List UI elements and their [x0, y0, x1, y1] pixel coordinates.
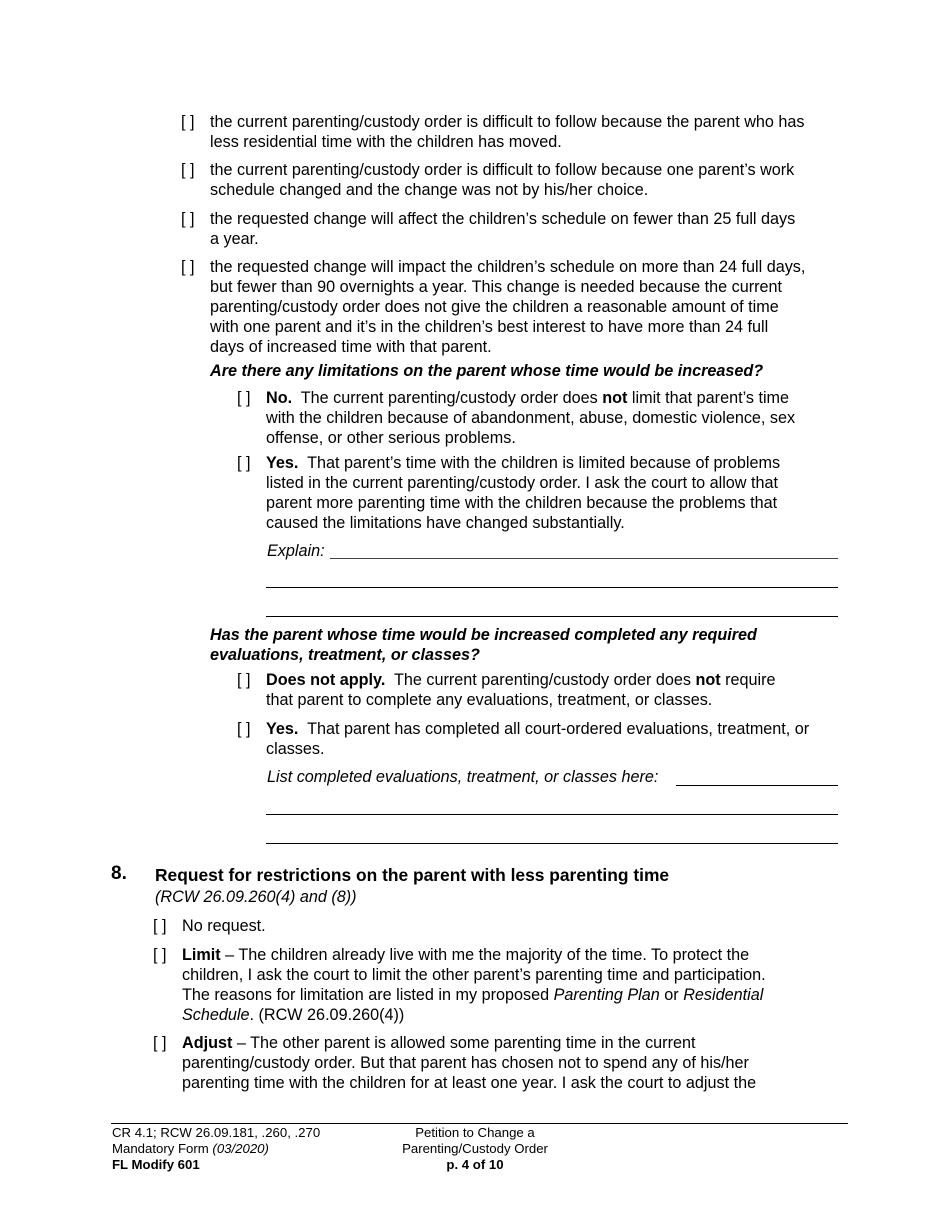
option-text-line: children, I ask the court to limit the other parent’s parenting time and participation. [182, 966, 766, 984]
checkbox-work-schedule[interactable]: [ ] [181, 161, 195, 179]
option-text: The reasons for limitation are listed in my proposed [182, 986, 550, 1004]
option-label-no: No. [266, 389, 293, 407]
item-text-line: the current parenting/custody order is difficult to follow because the parent who has [210, 113, 805, 131]
checkbox-limitations-yes[interactable]: [ ] [237, 454, 251, 472]
option-text-line [182, 945, 749, 965]
option-text: limit that parent’s time [631, 389, 790, 407]
option-text-line: listed in the current parenting/custody order. I ask the court to allow that [266, 474, 778, 492]
evaluations-question-line: Has the parent whose time would be increased completed any required [210, 626, 757, 644]
option-text: That parent’s time with the children is limited because of problems [307, 454, 781, 472]
checkbox-fewer-than-25[interactable]: [ ] [181, 210, 195, 228]
item-text-line: but fewer than 90 overnights a year. This change is needed because the current [210, 278, 783, 296]
footer-doc-title: Petition to Change a [415, 1125, 535, 1140]
explain-input-line-2[interactable] [266, 587, 838, 588]
evaluations-question-line: evaluations, treatment, or classes? [210, 646, 480, 664]
checkbox-no-request[interactable]: [ ] [153, 917, 167, 935]
option-text-line: with the children because of abandonment, abuse, domestic violence, sex [266, 409, 796, 427]
item-text-line: the requested change will impact the children’s schedule on more than 24 full days, [210, 258, 806, 276]
option-text: The current parenting/custody order does [394, 671, 691, 689]
item-text-line: the requested change will affect the children’s schedule on fewer than 25 full days [210, 210, 796, 228]
option-text: . (RCW 26.09.260(4)) [249, 1006, 405, 1024]
form-title-parenting-plan: Parenting Plan [553, 986, 660, 1004]
section-title: Request for restrictions on the parent with less parenting time [155, 865, 670, 885]
checkbox-evaluations-yes[interactable]: [ ] [237, 720, 251, 738]
item-text-line: parenting/custody order does not give the children a reasonable amount of time [210, 298, 779, 316]
list-input-line-2[interactable] [266, 814, 838, 815]
option-text-line [266, 388, 789, 408]
list-input-line-1[interactable] [676, 785, 838, 786]
option-text-line: parenting time with the children for at least one year. I ask the court to adjust the [182, 1074, 757, 1092]
list-input-line-3[interactable] [266, 843, 838, 844]
explain-input-line-3[interactable] [266, 616, 838, 617]
option-label-yes: Yes. [266, 454, 299, 472]
footer-rcw: CR 4.1; RCW 26.09.181, .260, .270 [112, 1125, 321, 1140]
footer-text: Mandatory Form [112, 1141, 209, 1156]
form-title-schedule: Schedule [182, 1006, 250, 1024]
footer-mandatory-form [112, 1141, 269, 1157]
option-text-line [266, 670, 776, 690]
explain-label: Explain: [267, 542, 325, 560]
footer-doc-title: Parenting/Custody Order [402, 1141, 548, 1156]
option-text-line: caused the limitations have changed substantially. [266, 514, 625, 532]
item-text-line: the current parenting/custody order is difficult to follow because one parent’s work [210, 161, 795, 179]
option-text: That parent has completed all court-ordered evaluations, treatment, or [307, 720, 810, 738]
option-text-line: that parent to complete any evaluations, treatment, or classes. [266, 691, 713, 709]
list-completed-label: List completed evaluations, treatment, or classes here: [267, 768, 659, 786]
checkbox-does-not-apply[interactable]: [ ] [237, 671, 251, 689]
option-text-line [182, 1005, 404, 1025]
checkbox-limit[interactable]: [ ] [153, 946, 167, 964]
option-text-line [266, 719, 809, 739]
item-text-line: schedule changed and the change was not by his/her choice. [210, 181, 649, 199]
checkbox-adjust[interactable]: [ ] [153, 1034, 167, 1052]
option-text: or [664, 986, 679, 1004]
option-text-line: offense, or other serious problems. [266, 429, 516, 447]
explain-input-line-1[interactable] [330, 558, 838, 559]
option-label-adjust: Adjust [182, 1034, 233, 1052]
option-text-line: parenting/custody order. But that parent has chosen not to spend any of his/her [182, 1054, 749, 1072]
option-label-does-not-apply: Does not apply. [266, 671, 386, 689]
item-text-line: with one parent and it’s in the children’s best interest to have more than 24 full [210, 318, 769, 336]
section-citation: (RCW 26.09.260(4) and (8)) [155, 888, 357, 906]
section-number: 8. [111, 863, 127, 884]
form-title-residential: Residential [683, 986, 764, 1004]
option-text-line: No request. [182, 917, 266, 935]
option-text: require [725, 671, 776, 689]
limitations-question: Are there any limitations on the parent whose time would be increased? [210, 362, 764, 380]
option-text: – The other parent is allowed some parenting time in the current [236, 1034, 696, 1052]
footer-page-number: p. 4 of 10 [446, 1157, 504, 1172]
checkbox-moved[interactable]: [ ] [181, 113, 195, 131]
emphasis-not: not [695, 671, 721, 689]
item-text-line: a year. [210, 230, 259, 248]
option-text-line [182, 985, 763, 1005]
footer-form-id: FL Modify 601 [112, 1157, 200, 1172]
checkbox-more-than-24[interactable]: [ ] [181, 258, 195, 276]
option-label-limit: Limit [182, 946, 221, 964]
checkbox-limitations-no[interactable]: [ ] [237, 389, 251, 407]
option-text-line: classes. [266, 740, 325, 758]
item-text-line: days of increased time with that parent. [210, 338, 492, 356]
option-text-line: parent more parenting time with the children because the problems that [266, 494, 778, 512]
footer-divider [111, 1123, 848, 1124]
option-text-line [266, 453, 780, 473]
item-text-line: less residential time with the children has moved. [210, 133, 562, 151]
option-text: The current parenting/custody order does [300, 389, 598, 407]
option-text-line [182, 1033, 695, 1053]
emphasis-not: not [602, 389, 628, 407]
option-text: – The children already live with me the majority of the time. To protect the [225, 946, 750, 964]
footer-date: (03/2020) [212, 1141, 269, 1156]
option-label-yes: Yes. [266, 720, 299, 738]
